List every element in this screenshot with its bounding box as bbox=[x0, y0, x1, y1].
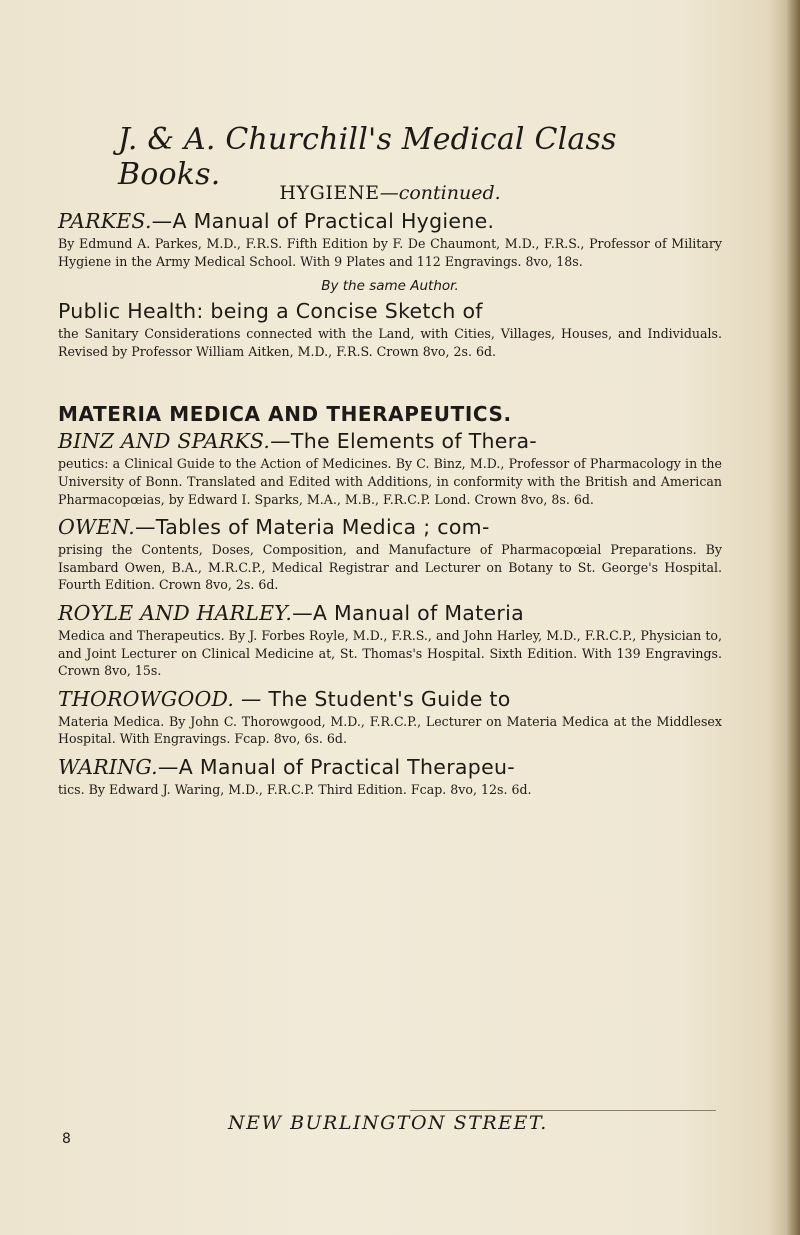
section-heading-materia-medica: MATERIA MEDICA AND THERAPEUTICS. bbox=[58, 402, 512, 427]
entry-body: prising the Contents, Doses, Composition, and Manufacture of Pharmacopœial Preparations. By Isambard Owen, B.A., M.R.C.P., Medical Registrar and Lecturer on Botany to St. George's Hospital. Fourth Edition. Crown 8vo, 2s. 6d. bbox=[58, 542, 722, 593]
entry-public-health bbox=[58, 298, 722, 360]
entry-dash: — bbox=[292, 600, 313, 625]
entry-title: The Student's Guide to bbox=[268, 686, 511, 711]
entry-dash: — bbox=[234, 686, 269, 711]
entry-dash: — bbox=[157, 754, 179, 779]
entry-dash: — bbox=[270, 429, 291, 454]
footer-street: NEW BURLINGTON STREET. bbox=[228, 1112, 548, 1134]
entry-title: Tables of Materia Medica ; com- bbox=[155, 515, 490, 540]
entry-author: WARING. bbox=[58, 754, 158, 779]
section-title-hygiene bbox=[58, 182, 722, 204]
running-header: J. & A. Churchill's Medical Class Books. bbox=[118, 122, 617, 192]
page-edge-shadow bbox=[786, 0, 800, 1235]
entry-head: Public Health: being a Concise Sketch of bbox=[58, 299, 483, 324]
entry-title: A Manual of Practical Hygiene. bbox=[172, 209, 495, 233]
entry-dash: — bbox=[151, 209, 173, 233]
entry-author: BINZ AND SPARKS. bbox=[58, 429, 271, 454]
entry-body: By Edmund A. Parkes, M.D., F.R.S. Fifth Edition by F. De Chaumont, M.D., F.R.S., Professor of Military Hygiene in the Army Medical School. With 9 Plates and 112 Engravings. 8vo, 18s. bbox=[58, 236, 722, 269]
entry-head bbox=[58, 208, 722, 235]
entry-author: OWEN. bbox=[58, 515, 135, 540]
section-title-text: HYGIENE bbox=[279, 182, 380, 204]
content bbox=[58, 182, 722, 799]
entry-head bbox=[58, 428, 722, 455]
entry-author: PARKES. bbox=[58, 209, 152, 233]
entry-title: A Manual of Materia bbox=[312, 600, 525, 625]
entry-body: Materia Medica. By John C. Thorowgood, M.D., F.R.C.P., Lecturer on Materia Medica at the Middlesex Hospital. With Engravings. Fcap. 8vo, 6s. 6d. bbox=[58, 713, 722, 747]
entry-head bbox=[58, 754, 722, 781]
entry-thorowgood bbox=[58, 686, 722, 748]
entry-author: ROYLE AND HARLEY. bbox=[58, 600, 293, 625]
entry-royle-harley bbox=[58, 600, 722, 680]
entry-title: The Elements of Thera- bbox=[290, 429, 538, 454]
entry-head bbox=[58, 514, 722, 541]
entry-title: A Manual of Practical Therapeu- bbox=[178, 754, 516, 779]
entry-dash: — bbox=[134, 515, 156, 540]
section-title-continued: —continued. bbox=[379, 182, 501, 204]
entry-body: Medica and Therapeutics. By J. Forbes Royle, M.D., F.R.S., and John Harley, M.D., F.R.C.P., Physician to, and Joint Lecturer on Clinical Medicine at, St. Thomas's Hospital. Sixth Edition. With 139 Engravings. Crown 8vo, 15s. bbox=[58, 627, 722, 679]
entry-head bbox=[58, 686, 722, 713]
entry-parkes bbox=[58, 208, 722, 270]
entry-body: tics. By Edward J. Waring, M.D., F.R.C.P. Third Edition. Fcap. 8vo, 12s. 6d. bbox=[58, 781, 532, 797]
page-number: 8 bbox=[62, 1131, 71, 1147]
entry-head bbox=[58, 600, 722, 627]
footer-rule bbox=[410, 1110, 716, 1111]
entry-owen bbox=[58, 514, 722, 594]
entry-body: the Sanitary Considerations connected with the Land, with Cities, Villages, Houses, and Individuals. Revised by Professor William Aitken, M.D., F.R.S. Crown 8vo, 2s. 6d. bbox=[58, 326, 722, 359]
entry-waring bbox=[58, 754, 722, 799]
entry-author: THOROWGOOD. bbox=[58, 686, 235, 711]
byline: By the same Author. bbox=[321, 278, 459, 295]
entry-binz-sparks bbox=[58, 428, 722, 508]
entry-body: peutics: a Clinical Guide to the Action of Medicines. By C. Binz, M.D., Professor of Pharmacology in the University of Bonn. Translated and Edited with Additions, in conformity with the British and American Pharmacopœias, by Edward I. Sparks, M.A., M.B., F.R.C.P. Lond. Crown 8vo, 8s. 6d. bbox=[58, 456, 722, 507]
